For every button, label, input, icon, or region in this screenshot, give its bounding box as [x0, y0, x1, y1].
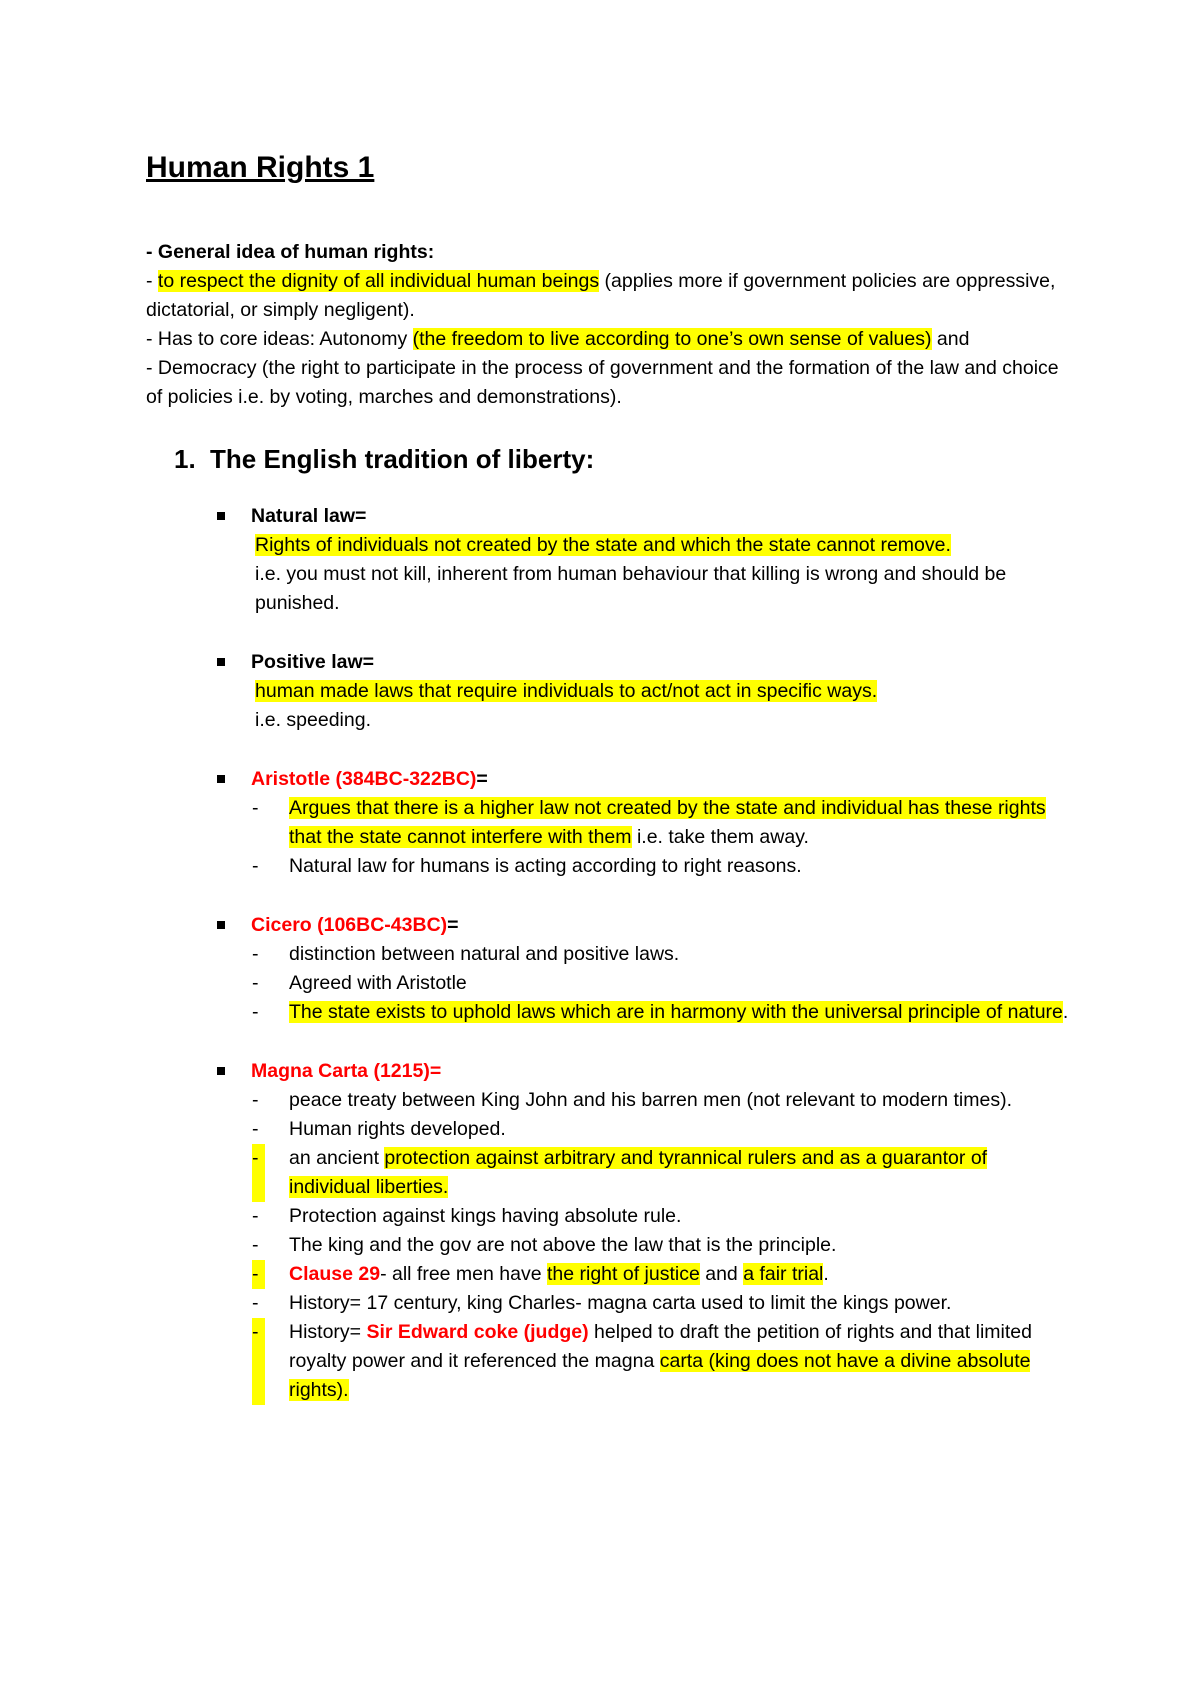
dash-marker: -	[252, 1260, 265, 1289]
magna-item-6-highlight-1: the right of justice	[546, 1263, 700, 1285]
magna-item-7: History= 17 century, king Charles- magna carta used to limit the kings power.	[289, 1292, 952, 1314]
list-item	[252, 1318, 1070, 1405]
dash-marker: -	[252, 1234, 259, 1256]
edward-coke-label: Sir Edward coke (judge)	[366, 1321, 589, 1343]
magna-item-3-pre: an ancient	[289, 1147, 385, 1169]
positive-law-highlight: human made laws that require individuals to act/not act in specific ways.	[255, 680, 878, 702]
intro-line-1	[146, 267, 1070, 325]
intro-line-1-highlight: to respect the dignity of all individual human beings	[157, 270, 600, 292]
positive-law-label: Positive law=	[251, 651, 375, 673]
square-bullet-icon	[217, 775, 225, 783]
natural-law-bullet	[217, 502, 1070, 531]
section-number: 1.	[174, 444, 196, 474]
dash-marker: -	[252, 1144, 265, 1202]
intro-line-2-post: and	[931, 328, 970, 350]
square-bullet-icon	[217, 512, 225, 520]
dash-marker: -	[252, 1001, 259, 1023]
square-bullet-icon	[217, 658, 225, 666]
natural-law-text: i.e. you must not kill, inherent from human behaviour that killing is wrong and should be punished.	[255, 563, 1007, 614]
natural-law-block	[146, 502, 1070, 618]
aristotle-equals: =	[476, 768, 488, 790]
cicero-block	[146, 911, 1070, 1027]
dash-marker: -	[252, 1292, 259, 1314]
magna-carta-name: Magna Carta (1215)=	[251, 1060, 442, 1082]
dash-marker: -	[252, 972, 259, 994]
natural-law-highlight: Rights of individuals not created by the state and which the state cannot remove.	[255, 534, 951, 556]
magna-item-8-highlight: carta (king does not have a divine absolute rights).	[289, 1350, 1031, 1401]
aristotle-item-1-highlight: Argues that there is a higher law not created by the state and individual has these rights that the state cannot interfere with them	[289, 797, 1046, 848]
intro-line-2-pre: - Has to core ideas: Autonomy	[146, 328, 413, 350]
cicero-bullet	[217, 911, 1070, 940]
dash-marker: -	[252, 1118, 259, 1140]
list-item	[252, 969, 1070, 998]
list-item	[252, 1086, 1070, 1115]
list-item	[252, 1260, 1070, 1289]
magna-carta-bullet	[217, 1057, 1070, 1086]
list-item	[252, 1202, 1070, 1231]
cicero-item-2: Agreed with Aristotle	[289, 972, 467, 994]
list-item	[252, 1231, 1070, 1260]
list-item	[252, 852, 1070, 881]
dash-marker: -	[252, 1205, 259, 1227]
magna-item-6-highlight-2: a fair trial	[743, 1263, 824, 1285]
cicero-equals: =	[447, 914, 459, 936]
dash-marker: -	[252, 1318, 265, 1405]
dash-marker: -	[252, 855, 259, 877]
magna-item-4: Protection against kings having absolute rule.	[289, 1205, 682, 1227]
list-item	[252, 1115, 1070, 1144]
positive-law-block	[146, 648, 1070, 735]
document-title: Human Rights 1	[146, 151, 375, 184]
magna-item-5: The king and the gov are not above the law that is the principle.	[289, 1234, 837, 1256]
section-heading	[174, 442, 1070, 476]
magna-item-6-b: and	[699, 1263, 744, 1285]
intro-section	[146, 238, 1070, 412]
intro-line-3: - Democracy (the right to participate in the process of government and the formation of the law and choice of policies i.e. by voting, marches and demonstrations).	[146, 357, 1059, 408]
clause-29-label: Clause 29	[289, 1263, 381, 1285]
dash-marker: -	[252, 797, 259, 819]
positive-law-bullet	[217, 648, 1070, 677]
cicero-name: Cicero (106BC-43BC)	[251, 914, 448, 936]
intro-line-2	[146, 325, 1070, 354]
aristotle-item-2: Natural law for humans is acting according to right reasons.	[289, 855, 802, 877]
section-heading-text: The English tradition of liberty:	[210, 444, 595, 474]
dash-marker: -	[252, 1089, 259, 1111]
list-item	[252, 1144, 1070, 1202]
aristotle-item-1-rest: i.e. take them away.	[631, 826, 809, 848]
square-bullet-icon	[217, 1067, 225, 1075]
natural-law-label: Natural law=	[251, 505, 367, 527]
aristotle-bullet	[217, 765, 1070, 794]
cicero-item-1: distinction between natural and positive laws.	[289, 943, 680, 965]
intro-line-1-dash: -	[146, 270, 158, 292]
magna-item-1: peace treaty between King John and his barren men (not relevant to modern times).	[289, 1089, 1012, 1111]
positive-law-body	[255, 677, 1070, 735]
positive-law-text: i.e. speeding.	[255, 709, 372, 731]
cicero-item-3-highlight: The state exists to uphold laws which are in harmony with the universal principle of nature	[289, 1001, 1063, 1023]
magna-item-3-highlight: protection against arbitrary and tyrannical rulers and as a guarantor of individual liberties.	[289, 1147, 988, 1198]
magna-item-6-c: .	[823, 1263, 829, 1285]
magna-item-8-pre: History=	[289, 1321, 367, 1343]
list-item	[252, 940, 1070, 969]
square-bullet-icon	[217, 921, 225, 929]
natural-law-body	[255, 531, 1070, 618]
magna-carta-block	[146, 1057, 1070, 1405]
list-item	[252, 998, 1070, 1027]
dash-marker: -	[252, 943, 259, 965]
list-item	[252, 794, 1070, 852]
cicero-item-3-rest: .	[1062, 1001, 1069, 1023]
intro-line-2-highlight: (the freedom to live according to one’s own sense of values)	[412, 328, 932, 350]
aristotle-block	[146, 765, 1070, 881]
general-idea-label: - General idea of human rights:	[146, 241, 435, 263]
magna-item-2: Human rights developed.	[289, 1118, 506, 1140]
aristotle-name: Aristotle (384BC-322BC)	[251, 768, 477, 790]
intro-line-1-rest: (applies more if government policies are oppressive, dictatorial, or simply negligent).	[146, 270, 1056, 321]
list-item	[252, 1289, 1070, 1318]
magna-item-6-a: - all free men have	[380, 1263, 547, 1285]
magna-item-8-a: helped to draft the petition of rights and that limited royalty power and it referenced the magna	[289, 1321, 1032, 1372]
